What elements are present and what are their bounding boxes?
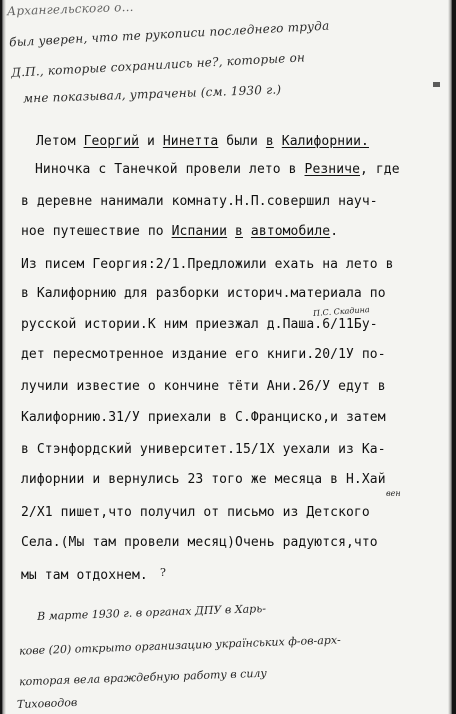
handwriting-top-line-3: Д.П., которые сохранились не?, которые он: [10, 50, 306, 80]
page-edge-right: [448, 0, 451, 714]
typed-line-1: Летом Георгий и Нинетта были в Калифорнии.: [36, 134, 369, 149]
ink-blot: [433, 82, 440, 87]
typed-line-10: Калифорнию.31/У приехали в С.Франциско,и затем: [21, 410, 386, 425]
page-edge-left: [3, 0, 6, 714]
typed-line-13: 2/Х1 пишет,что получил от письмо из Детского: [21, 505, 370, 520]
typed-line-2: Ниночка с Танечкой провели лето в Резниче, где: [35, 162, 400, 177]
document-page: [2, 0, 452, 714]
typed-line-15: мы там отдохнем.: [21, 568, 148, 583]
typed-line-12: лифорнии и вернулись 23 того же месяца в Н.Хай: [21, 472, 386, 487]
handwriting-bottom-line-2: кове (20) открыто организацию українських ф-ов-арх-: [18, 633, 342, 658]
note-mark: ?: [160, 566, 166, 579]
handwriting-bottom-line-3: которая вела враждебную работу в силу: [18, 666, 268, 689]
typed-line-7: русской истории.К ним приезжал д.Паша.6/11Бу-: [21, 317, 378, 332]
typed-line-4: ное путешествие по Испании в автомобиле.: [21, 224, 339, 239]
typed-line-5: Из писем Георгия:2/1.Предложили ехать на лето в: [21, 257, 394, 272]
typed-line-3: в деревне нанимали комнату.Н.П.совершил науч-: [21, 194, 378, 209]
typed-line-14: Села.(Мы там провели месяц)Очень радуются,что: [21, 535, 378, 550]
handwriting-top-line-4: мне показывал, утрачены (см. 1930 г.): [22, 82, 282, 106]
handwriting-bottom-line-1: В марте 1930 г. в органах ДПУ в Харь-: [36, 602, 267, 623]
handwriting-top-line-2: был уверен, что те рукописи последнего труда: [8, 18, 330, 50]
typed-insertion-ven: вен: [386, 489, 401, 498]
handwriting-top-line-1: Архангельского о…: [6, 0, 134, 19]
handwritten-insertion: П.С. Скадина: [312, 305, 370, 318]
typed-line-6: в Калифорнию для разборки историч.материала по: [21, 286, 386, 301]
handwriting-bottom-line-4: Тиховодов: [16, 695, 78, 712]
typed-line-11: в Стэнфордский университет.15/1Х уехали из Ка-: [21, 442, 386, 457]
typed-line-9: лучили известие о кончине тёти Ани.26/У едут в: [21, 379, 386, 394]
typed-line-8: дет пересмотренное издание его книги.20/1У по-: [21, 347, 386, 362]
